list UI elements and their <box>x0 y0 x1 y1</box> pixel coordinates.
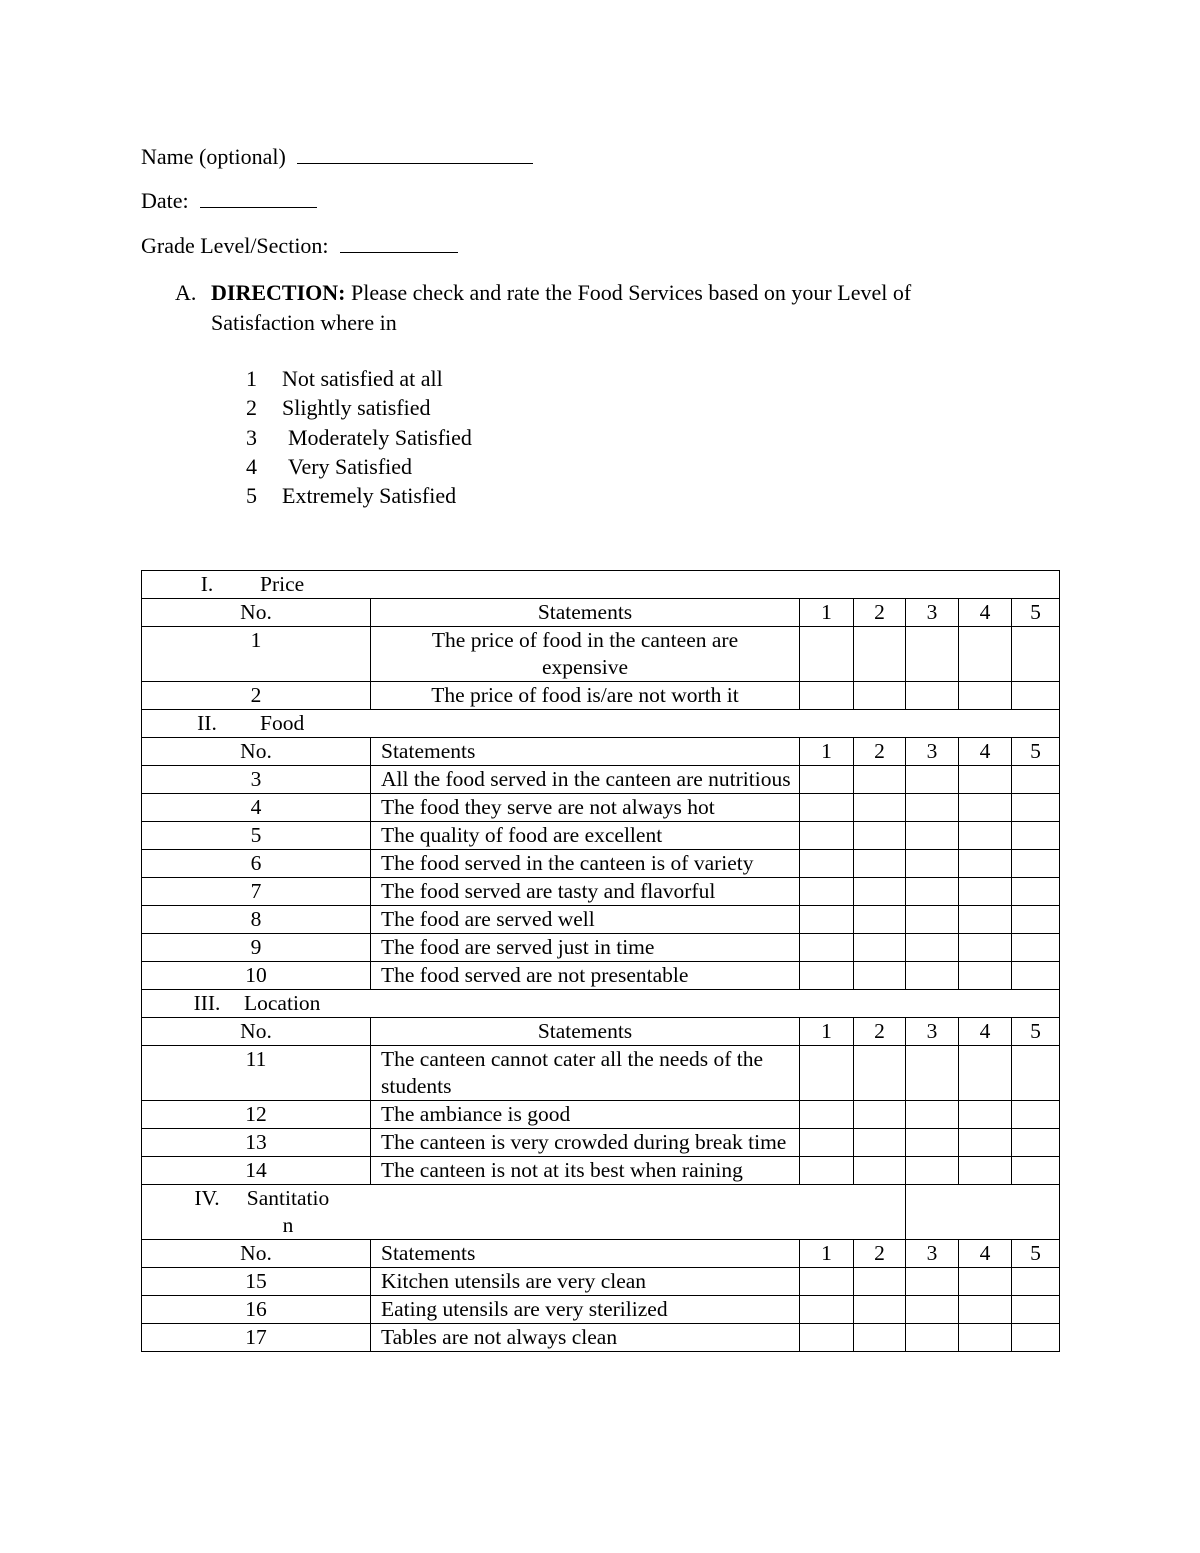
statement-text: The price of food is/are not worth it <box>371 682 800 710</box>
rating-checkbox-cell[interactable] <box>906 962 959 990</box>
column-header-score: 2 <box>854 1018 906 1046</box>
rating-checkbox-cell[interactable] <box>906 878 959 906</box>
scale-number: 1 <box>246 366 257 391</box>
column-header-score: 5 <box>1012 1240 1060 1268</box>
rating-checkbox-cell[interactable] <box>1012 766 1060 794</box>
column-header-no: No. <box>142 1018 371 1046</box>
statement-number: 1 <box>142 627 371 682</box>
statement-text: The quality of food are excellent <box>371 822 800 850</box>
rating-checkbox-cell[interactable] <box>1012 1296 1060 1324</box>
rating-checkbox-cell[interactable] <box>854 627 906 682</box>
rating-checkbox-cell[interactable] <box>959 1296 1012 1324</box>
rating-checkbox-cell[interactable] <box>854 1268 906 1296</box>
rating-checkbox-cell[interactable] <box>906 1268 959 1296</box>
rating-checkbox-cell[interactable] <box>1012 1101 1060 1129</box>
section-header-row <box>142 710 1060 738</box>
column-header-score: 3 <box>906 599 959 627</box>
statement-number: 8 <box>142 906 371 934</box>
statement-number: 5 <box>142 822 371 850</box>
table-row <box>142 1324 1060 1352</box>
rating-checkbox-cell[interactable] <box>854 906 906 934</box>
table-row <box>142 1296 1060 1324</box>
column-header-no: No. <box>142 599 371 627</box>
rating-checkbox-cell[interactable] <box>906 1324 959 1352</box>
rating-checkbox-cell[interactable] <box>959 1324 1012 1352</box>
rating-checkbox-cell[interactable] <box>854 682 906 710</box>
section-header-row <box>142 1185 1060 1240</box>
table-row <box>142 850 1060 878</box>
section-roman-numeral: I. <box>200 572 214 596</box>
rating-checkbox-cell[interactable] <box>959 1157 1012 1185</box>
section-title-cell <box>142 1185 906 1240</box>
date-label: Date: <box>141 188 189 213</box>
column-header-score: 1 <box>800 599 854 627</box>
table-row <box>142 766 1060 794</box>
rating-checkbox-cell[interactable] <box>800 682 854 710</box>
rating-checkbox-cell[interactable] <box>854 1324 906 1352</box>
statement-text: The food they serve are not always hot <box>371 794 800 822</box>
statement-number: 13 <box>142 1129 371 1157</box>
statement-number: 7 <box>142 878 371 906</box>
rating-checkbox-cell[interactable] <box>906 1046 959 1101</box>
rating-checkbox-cell[interactable] <box>959 794 1012 822</box>
section-label <box>146 990 1055 1017</box>
table-row <box>142 1129 1060 1157</box>
statement-text: All the food served in the canteen are nutritious <box>371 766 800 794</box>
statement-text: The canteen is not at its best when raining <box>371 1157 800 1185</box>
name-field <box>141 144 533 170</box>
statement-number: 6 <box>142 850 371 878</box>
scale-item <box>246 481 472 510</box>
column-header-score: 2 <box>854 599 906 627</box>
column-header-score: 3 <box>906 1018 959 1046</box>
statement-number: 14 <box>142 1157 371 1185</box>
rating-scale-legend <box>246 364 472 510</box>
satisfaction-survey-table <box>141 570 1060 1352</box>
rating-checkbox-cell[interactable] <box>1012 1157 1060 1185</box>
rating-checkbox-cell[interactable] <box>800 1324 854 1352</box>
rating-checkbox-cell[interactable] <box>1012 822 1060 850</box>
rating-checkbox-cell[interactable] <box>1012 878 1060 906</box>
rating-checkbox-cell[interactable] <box>854 1129 906 1157</box>
rating-checkbox-cell[interactable] <box>906 1296 959 1324</box>
column-header-score: 1 <box>800 738 854 766</box>
scale-label: Slightly satisfied <box>282 395 431 421</box>
section-title-cell <box>142 571 1060 599</box>
statement-text: The ambiance is good <box>371 1101 800 1129</box>
rating-checkbox-cell[interactable] <box>800 850 854 878</box>
direction-letter: A. <box>175 280 197 305</box>
column-header-score: 2 <box>854 738 906 766</box>
rating-checkbox-cell[interactable] <box>800 1046 854 1101</box>
rating-checkbox-cell[interactable] <box>854 850 906 878</box>
rating-checkbox-cell[interactable] <box>1012 682 1060 710</box>
rating-checkbox-cell[interactable] <box>1012 1129 1060 1157</box>
scale-label: Very Satisfied <box>288 453 413 479</box>
column-header-score: 2 <box>854 1240 906 1268</box>
table-row <box>142 1268 1060 1296</box>
rating-checkbox-cell[interactable] <box>959 1046 1012 1101</box>
column-header-row <box>142 1018 1060 1046</box>
section-roman-numeral: III. <box>193 991 221 1015</box>
section-title-cell <box>142 710 1060 738</box>
section-title: Santitation <box>246 1186 330 1237</box>
rating-checkbox-cell[interactable] <box>854 1101 906 1129</box>
column-header-score: 5 <box>1012 599 1060 627</box>
rating-checkbox-cell[interactable] <box>906 850 959 878</box>
section-title-cell <box>142 990 1060 1018</box>
column-header-no: No. <box>142 1240 371 1268</box>
grade-section-field <box>141 233 458 259</box>
rating-checkbox-cell[interactable] <box>1012 1268 1060 1296</box>
statement-number: 11 <box>142 1046 371 1101</box>
rating-checkbox-cell[interactable] <box>854 794 906 822</box>
date-input-line[interactable] <box>200 189 317 208</box>
statement-text: The canteen cannot cater all the needs of the students <box>371 1046 800 1101</box>
column-header-row <box>142 1240 1060 1268</box>
rating-checkbox-cell[interactable] <box>959 1101 1012 1129</box>
rating-checkbox-cell[interactable] <box>959 682 1012 710</box>
column-header-score: 3 <box>906 738 959 766</box>
statement-number: 17 <box>142 1324 371 1352</box>
rating-checkbox-cell[interactable] <box>1012 1046 1060 1101</box>
rating-checkbox-cell[interactable] <box>800 1101 854 1129</box>
name-label: Name (optional) <box>141 144 286 169</box>
statement-text: The food served in the canteen is of variety <box>371 850 800 878</box>
rating-checkbox-cell[interactable] <box>854 878 906 906</box>
column-header-row <box>142 738 1060 766</box>
rating-checkbox-cell[interactable] <box>854 822 906 850</box>
section-roman-numeral: II. <box>197 711 217 735</box>
rating-checkbox-cell[interactable] <box>800 1157 854 1185</box>
scale-label: Extremely Satisfied <box>282 483 457 509</box>
statement-text: The food served are tasty and flavorful <box>371 878 800 906</box>
scale-number: 5 <box>246 483 257 509</box>
column-header-score: 4 <box>959 1018 1012 1046</box>
rating-checkbox-cell[interactable] <box>959 934 1012 962</box>
scale-item <box>246 452 472 481</box>
rating-checkbox-cell[interactable] <box>959 627 1012 682</box>
rating-checkbox-cell[interactable] <box>1012 627 1060 682</box>
column-header-score: 4 <box>959 1240 1012 1268</box>
statement-text: Eating utensils are very sterilized <box>371 1296 800 1324</box>
table-row <box>142 962 1060 990</box>
name-input-line[interactable] <box>297 145 533 164</box>
rating-checkbox-cell[interactable] <box>959 766 1012 794</box>
section-header-row <box>142 990 1060 1018</box>
rating-checkbox-cell[interactable] <box>800 794 854 822</box>
direction-text: Please check and rate the Food Services based on your Level of Satisfaction where in <box>211 280 912 335</box>
section-header-row <box>142 571 1060 599</box>
direction-block <box>175 278 995 338</box>
table-row <box>142 878 1060 906</box>
statement-text: The food are served well <box>371 906 800 934</box>
rating-checkbox-cell[interactable] <box>854 1296 906 1324</box>
rating-checkbox-cell[interactable] <box>906 822 959 850</box>
statement-text: Kitchen utensils are very clean <box>371 1268 800 1296</box>
scale-label: Not satisfied at all <box>282 366 443 391</box>
rating-checkbox-cell[interactable] <box>906 682 959 710</box>
table-row <box>142 682 1060 710</box>
rating-checkbox-cell[interactable] <box>800 766 854 794</box>
rating-checkbox-cell[interactable] <box>800 1129 854 1157</box>
statement-text: Tables are not always clean <box>371 1324 800 1352</box>
rating-checkbox-cell[interactable] <box>1012 794 1060 822</box>
table-row <box>142 906 1060 934</box>
rating-checkbox-cell[interactable] <box>854 934 906 962</box>
rating-checkbox-cell[interactable] <box>800 627 854 682</box>
rating-checkbox-cell[interactable] <box>906 906 959 934</box>
statement-number: 15 <box>142 1268 371 1296</box>
rating-checkbox-cell[interactable] <box>959 1268 1012 1296</box>
rating-checkbox-cell[interactable] <box>906 1157 959 1185</box>
statement-number: 9 <box>142 934 371 962</box>
table-row <box>142 1046 1060 1101</box>
table-row <box>142 934 1060 962</box>
section-empty-cell <box>906 1185 1060 1240</box>
rating-checkbox-cell[interactable] <box>854 962 906 990</box>
table-row <box>142 627 1060 682</box>
column-header-score: 5 <box>1012 738 1060 766</box>
column-header-statements: Statements <box>371 599 800 627</box>
rating-checkbox-cell[interactable] <box>800 1268 854 1296</box>
statement-number: 12 <box>142 1101 371 1129</box>
column-header-score: 1 <box>800 1240 854 1268</box>
rating-checkbox-cell[interactable] <box>854 766 906 794</box>
rating-checkbox-cell[interactable] <box>800 1296 854 1324</box>
statement-number: 4 <box>142 794 371 822</box>
table-row <box>142 1101 1060 1129</box>
column-header-row <box>142 599 1060 627</box>
column-header-score: 1 <box>800 1018 854 1046</box>
rating-checkbox-cell[interactable] <box>854 1046 906 1101</box>
section-label <box>146 710 1055 737</box>
table-row <box>142 822 1060 850</box>
column-header-no: No. <box>142 738 371 766</box>
rating-checkbox-cell[interactable] <box>906 1101 959 1129</box>
column-header-score: 4 <box>959 599 1012 627</box>
scale-item <box>246 423 472 452</box>
column-header-statements: Statements <box>371 1240 800 1268</box>
statement-number: 16 <box>142 1296 371 1324</box>
scale-label: Moderately Satisfied <box>288 424 472 450</box>
direction-heading: DIRECTION: <box>211 280 346 305</box>
rating-checkbox-cell[interactable] <box>854 1157 906 1185</box>
rating-checkbox-cell[interactable] <box>906 627 959 682</box>
rating-checkbox-cell[interactable] <box>1012 850 1060 878</box>
statement-number: 10 <box>142 962 371 990</box>
rating-checkbox-cell[interactable] <box>959 878 1012 906</box>
rating-checkbox-cell[interactable] <box>906 794 959 822</box>
rating-checkbox-cell[interactable] <box>800 934 854 962</box>
rating-checkbox-cell[interactable] <box>1012 962 1060 990</box>
rating-checkbox-cell[interactable] <box>906 1129 959 1157</box>
scale-item <box>246 393 472 422</box>
scale-number: 4 <box>246 453 257 479</box>
column-header-score: 5 <box>1012 1018 1060 1046</box>
rating-checkbox-cell[interactable] <box>959 822 1012 850</box>
statement-text: The food are served just in time <box>371 934 800 962</box>
column-header-score: 4 <box>959 738 1012 766</box>
statement-number: 3 <box>142 766 371 794</box>
section-title: Location <box>244 991 321 1015</box>
section-label <box>146 571 1055 598</box>
section-roman-numeral: IV. <box>194 1186 220 1210</box>
rating-checkbox-cell[interactable] <box>800 962 854 990</box>
column-header-statements: Statements <box>371 1018 800 1046</box>
rating-checkbox-cell[interactable] <box>959 906 1012 934</box>
statement-text: The canteen is very crowded during break time <box>371 1129 800 1157</box>
rating-checkbox-cell[interactable] <box>959 850 1012 878</box>
grade-section-input-line[interactable] <box>340 234 458 253</box>
rating-checkbox-cell[interactable] <box>906 934 959 962</box>
rating-checkbox-cell[interactable] <box>959 962 1012 990</box>
table-row <box>142 794 1060 822</box>
rating-checkbox-cell[interactable] <box>1012 1324 1060 1352</box>
grade-section-label: Grade Level/Section: <box>141 233 329 258</box>
date-field <box>141 188 317 214</box>
rating-checkbox-cell[interactable] <box>800 906 854 934</box>
section-label <box>146 1185 901 1239</box>
column-header-statements: Statements <box>371 738 800 766</box>
table-row <box>142 1157 1060 1185</box>
section-title: Food <box>260 711 305 735</box>
statement-text: The price of food in the canteen are expensive <box>371 627 800 682</box>
rating-checkbox-cell[interactable] <box>1012 906 1060 934</box>
statement-text: The food served are not presentable <box>371 962 800 990</box>
rating-checkbox-cell[interactable] <box>800 878 854 906</box>
statement-number: 2 <box>142 682 371 710</box>
rating-checkbox-cell[interactable] <box>906 766 959 794</box>
rating-checkbox-cell[interactable] <box>1012 934 1060 962</box>
scale-number: 3 <box>246 424 257 450</box>
rating-checkbox-cell[interactable] <box>959 1129 1012 1157</box>
scale-number: 2 <box>246 395 257 421</box>
rating-checkbox-cell[interactable] <box>800 822 854 850</box>
section-title: Price <box>260 572 305 596</box>
column-header-score: 3 <box>906 1240 959 1268</box>
scale-item <box>246 364 472 393</box>
